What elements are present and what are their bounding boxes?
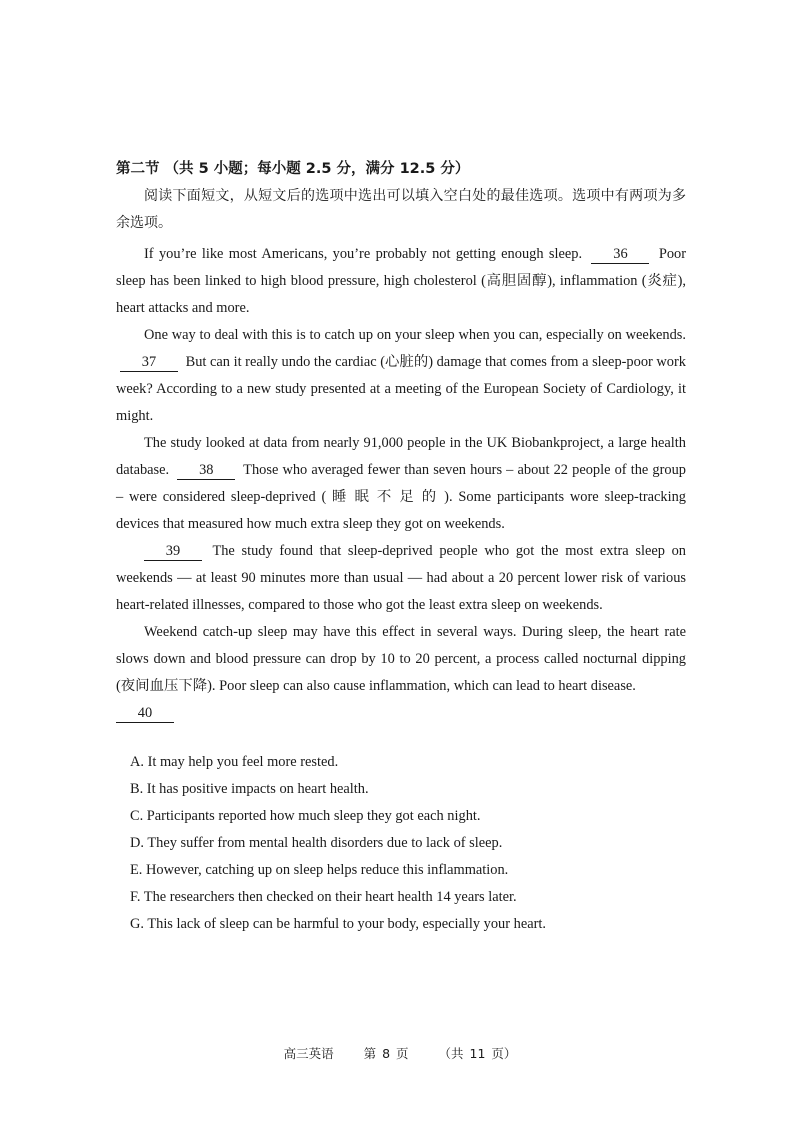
footer-total-pages: （共 11 页） [438, 1046, 517, 1061]
blank-40: 40 [116, 705, 174, 723]
p3-text-after: Those who averaged fewer than seven hours – about 22 people of the group – were considered sleep-deprived ( 睡 眠 不 足 的 ). Some participants wore sleep-tracking devices that measured how much extra sleep they got on weekends. [116, 462, 686, 532]
p2-text-after: But can it really undo the cardiac (心脏的) damage that comes from a sleep-poor work week? According to a new study presented at a meeting of the European Society of Cardiology, it might. [116, 354, 686, 424]
option-g: G. This lack of sleep can be harmful to your body, especially your heart. [130, 916, 546, 932]
passage-paragraph-4 [116, 538, 686, 619]
passage-paragraph-5 [116, 619, 686, 700]
passage-paragraph-2 [116, 322, 686, 430]
p1-text-after: Poor sleep has been linked to high blood pressure, high cholesterol (高胆固醇), inflammation (炎症), heart attacks and more. [116, 246, 687, 316]
passage-paragraph-1 [116, 241, 686, 322]
option-d: D. They suffer from mental health disorders due to lack of sleep. [130, 835, 503, 851]
blank-38: 38 [177, 462, 235, 480]
footer-page-number: 第 8 页 [363, 1046, 409, 1061]
p3-text-before: The study looked at data from nearly 91,000 people in the UK Biobankproject, a large health database. [116, 435, 686, 478]
option-c: C. Participants reported how much sleep they got each night. [130, 808, 481, 824]
footer-subject: 高三英语 [283, 1046, 334, 1061]
section-instruction: 阅读下面短文，从短文后的选项中选出可以填入空白处的最佳选项。选项中有两项为多余选项。 [116, 188, 686, 231]
p1-text-before: If you’re like most Americans, you’re probably not getting enough sleep. [144, 246, 583, 262]
blank-37: 37 [120, 354, 178, 372]
answer-options [116, 749, 686, 938]
p5-text: Weekend catch-up sleep may have this effect in several ways. During sleep, the heart rate slows down and blood pressure can drop by 10 to 20 percent, a process called nocturnal dipping (夜间血压下降). Poor sleep can also cause inflammation, which can lead to heart disease. [116, 624, 686, 694]
passage-paragraph-6 [116, 700, 686, 727]
blank-36: 36 [591, 246, 649, 264]
blank-39: 39 [144, 543, 202, 561]
p2-text-before: One way to deal with this is to catch up on your sleep when you can, especially on weekends. [144, 327, 686, 343]
option-e: E. However, catching up on sleep helps reduce this inflammation. [130, 862, 509, 878]
option-a: A. It may help you feel more rested. [130, 754, 339, 770]
option-b: B. It has positive impacts on heart health. [130, 781, 369, 797]
option-f: F. The researchers then checked on their heart health 14 years later. [130, 889, 517, 905]
passage-paragraph-3 [116, 430, 686, 538]
page-footer [0, 1044, 800, 1062]
section-heading: 第二节 （共 5 小题；每小题 2.5 分，满分 12.5 分） [116, 161, 470, 177]
reading-section [116, 156, 686, 938]
p4-text-after: The study found that sleep-deprived people who got the most extra sleep on weekends — at least 90 minutes more than usual — had about a 20 percent lower risk of various heart-related illnesses, compared to those who got the least extra sleep on weekends. [116, 543, 686, 613]
